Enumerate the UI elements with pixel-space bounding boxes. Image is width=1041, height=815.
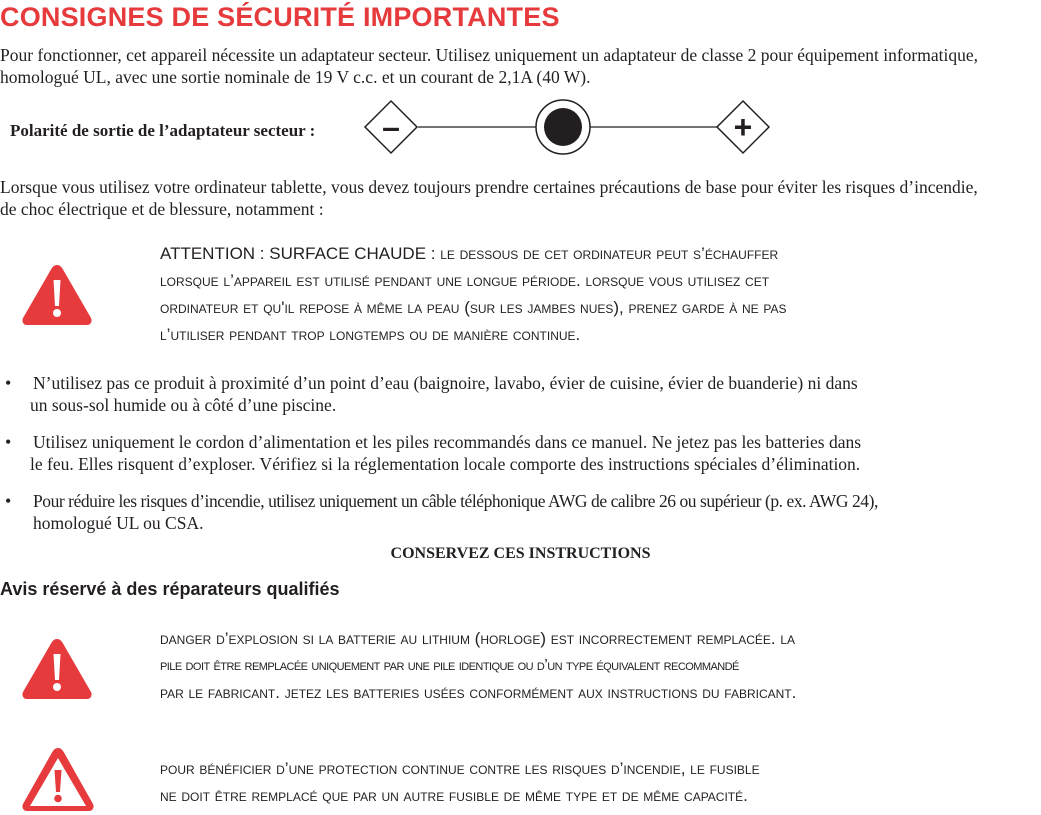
warning-line: l’utiliser pendant trop longtemps ou de manière continue.	[160, 325, 581, 344]
list-item-line: un sous-sol humide ou à côté d’une piscine.	[30, 395, 337, 415]
warning-line	[160, 240, 1030, 267]
list-item-line: N’utilisez pas ce produit à proximité d’un point d’eau (baignoire, lavabo, évier de cuisine, évier de buanderie) ni dans	[33, 373, 858, 393]
list-item-line: Utilisez uniquement le cordon d’alimentation et les piles recommandés dans ce manuel. Ne jetez pas les batteries dans	[33, 432, 862, 452]
precautions-line: de choc électrique et de blessure, notamment :	[0, 199, 324, 219]
precautions-line: Lorsque vous utilisez votre ordinateur tablette, vous devez toujours prendre certaines précautions de base pour éviter les risques d’incendie,	[0, 177, 978, 197]
warning-line: ordinateur et qu'il repose à même la peau (sur les jambes nues), prenez garde à ne pas	[160, 298, 787, 317]
battery-danger-warning	[160, 625, 1040, 706]
fuse-warning	[160, 755, 1040, 809]
precautions-paragraph	[0, 176, 1041, 220]
warning-triangle-icon	[20, 262, 94, 328]
list-item-line: homologué UL ou CSA.	[33, 513, 204, 533]
warning-line: lorsque l’appareil est utilisé pendant une longue période. lorsque vous utilisez cet	[160, 271, 770, 290]
minus-symbol: –	[382, 109, 400, 145]
warning-text: le dessous de cet ordinateur peut s’échauffer	[440, 244, 779, 263]
list-item-line: Pour réduire les risques d’incendie, utilisez uniquement un câble téléphonique AWG de calibre 26 ou supérieur (p. ex. AWG 24),	[33, 491, 878, 511]
warning-triangle-icon	[20, 636, 94, 702]
hot-surface-warning	[160, 240, 1030, 348]
section-subheading: Avis réservé à des réparateurs qualifiés	[0, 579, 340, 599]
warning-line: pile doit être remplacée uniquement par une pile identique ou d’un type équivalent recommandé	[160, 657, 739, 674]
warning-line: ne doit être remplacé que par un autre fusible de même type et de même capacité.	[160, 786, 748, 805]
polarity-label: Polarité de sortie de l’adaptateur secteur :	[10, 121, 316, 140]
warning-line: pour bénéficier d’une protection continue contre les risques d’incendie, le fusible	[160, 759, 760, 778]
conserve-instructions-heading: CONSERVEZ CES INSTRUCTIONS	[390, 545, 651, 562]
intro-paragraph	[0, 44, 1041, 88]
bullet-icon: •	[5, 373, 12, 393]
warning-line: par le fabricant. jetez les batteries usées conformément aux instructions du fabricant.	[160, 683, 797, 702]
bullet-icon: •	[5, 432, 12, 452]
intro-line: Pour fonctionner, cet appareil nécessite un adaptateur secteur. Utilisez uniquement un adaptateur de classe 2 pour équipement informatique,	[0, 45, 978, 65]
polarity-diagram	[360, 96, 776, 158]
warning-triangle-outline-icon	[20, 745, 96, 815]
warning-lead: ATTENTION : SURFACE CHAUDE :	[160, 244, 441, 263]
warning-line: danger d’explosion si la batterie au lithium (horloge) est incorrectement remplacée. la	[160, 629, 795, 648]
plus-symbol: +	[733, 109, 753, 145]
list-item-line: le feu. Elles risquent d’exploser. Vérifiez si la réglementation locale comporte des instructions spéciales d’élimination.	[30, 454, 861, 474]
intro-line: homologué UL, avec une sortie nominale de 19 V c.c. et un courant de 2,1A (40 W).	[0, 67, 591, 87]
plug-center-dot	[544, 108, 582, 146]
page-title: CONSIGNES DE SÉCURITÉ IMPORTANTES	[0, 2, 560, 32]
bullet-icon: •	[5, 491, 12, 511]
